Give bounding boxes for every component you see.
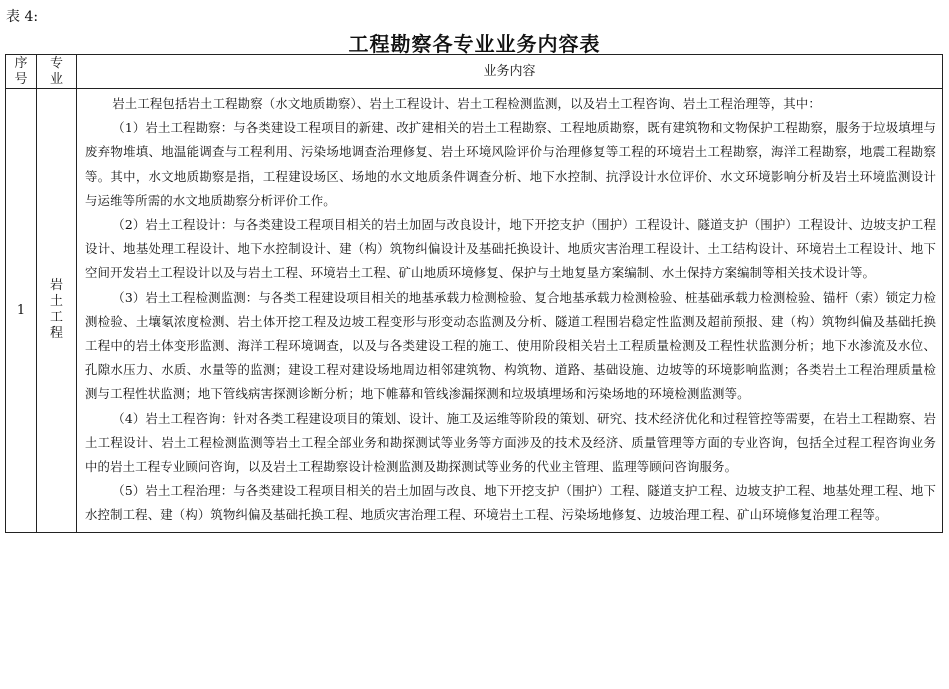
content-item-survey: （1）岩土工程勘察：与各类建设工程项目的新建、改扩建相关的岩土工程勘察、工程地质勘察，既有建筑物和文物保护工程勘察，服务于垃圾填埋与废弃物堆填、地温能调查与工程利用、污染场地调查治理修复、岩土环境风险评价与治理修复等工程的环境岩土工程勘察，海洋工程勘察，地震工程勘察等。其中，水文地质勘察是指，工程建设场区、场地的水文地质条件调查分析、地下水控制、抗浮设计水位评价、水文环境影响分析及岩土环境监测设计与运维等所需的水文地质勘察分析评价工作。: [85, 120, 936, 208]
content-item-design: （2）岩土工程设计：与各类建设工程项目相关的岩土加固与改良设计，地下开挖支护（围护）工程设计、隧道支护（围护）工程设计、边坡支护工程设计、地基处理工程设计、地下水控制设计、建（构）筑物纠偏设计及基础托换设计、地质灾害治理工程设计、土工结构设计、环境岩土工程设计、地下空间开发岩土工程设计以及与岩土工程、环境岩土工程、矿山地质环境修复、保护与土地复垦方案编制、水土保持方案编制等相关技术设计等。: [85, 217, 936, 281]
table-title: 工程勘察各专业业务内容表: [348, 32, 601, 56]
row-specialty: [37, 89, 77, 533]
row-content: [77, 89, 943, 533]
table-header-row: [6, 55, 943, 89]
table-label: 表 4:: [6, 9, 39, 25]
table-row: [6, 89, 943, 533]
content-item-monitoring: （3）岩土工程检测监测：与各类工程建设项目相关的地基承载力检测检验、复合地基承载力检测检验、桩基础承载力检测检验、锚杆（索）锁定力检测检验、土壤氡浓度检测、岩土体开挖工程及边坡工程变形与形变动态监测及分析、隧道工程围岩稳定性监测及超前预报、建（构）筑物纠偏及基础托换工程中的岩土体变形监测、海洋工程环境调查，以及与各类建设工程的施工、使用阶段相关岩土工程质量检测及工程性状监测分析；地下水渗流及水位、孔隙水压力、水质、水量等的监测；建设工程对建设场地周边相邻建筑物、构筑物、道路、基础设施、边坡等的环境影响监测；各类岩土工程治理质量检测与工程性状监测；地下管线病害探测诊断分析；地下帷幕和管线渗漏探测和垃圾填埋场和污染场地的环境检测监测等。: [85, 289, 936, 402]
business-content-table: [5, 54, 943, 533]
content-intro: 岩土工程包括岩土工程勘察（水文地质勘察）、岩土工程设计、岩土工程检测监测，以及岩土工程咨询、岩土工程治理等，其中：: [112, 96, 821, 111]
header-content: 业务内容: [77, 55, 943, 89]
content-item-consulting: （4）岩土工程咨询：针对各类工程建设项目的策划、设计、施工及运维等阶段的策划、研究、技术经济优化和过程管控等需要，在岩土工程勘察、岩土工程设计、岩土工程检测监测等岩土工程全部业务和勘探测试等业务等方面涉及的技术及经济、质量管理等方面的专业咨询，包括全过程工程咨询业务中的岩土工程专业顾问咨询，以及岩土工程勘察设计检测监测及勘探测试等业务的代业主管理、监理等顾问咨询服务。: [85, 410, 936, 475]
header-seq: 序号: [6, 55, 37, 89]
row-seq: 1: [6, 89, 37, 533]
content-item-treatment: （5）岩土工程治理：与各类建设工程项目相关的岩土加固与改良、地下开挖支护（围护）工程、隧道支护工程、边坡支护工程、地基处理工程、地下水控制工程、建（构）筑物纠偏及基础托换工程、地质灾害治理工程、环境岩土工程、污染场地修复、边坡治理工程、矿山环境修复治理工程等。: [85, 483, 936, 523]
header-specialty: 专业: [37, 55, 77, 89]
row-specialty-text: 岩土工程: [49, 278, 63, 342]
